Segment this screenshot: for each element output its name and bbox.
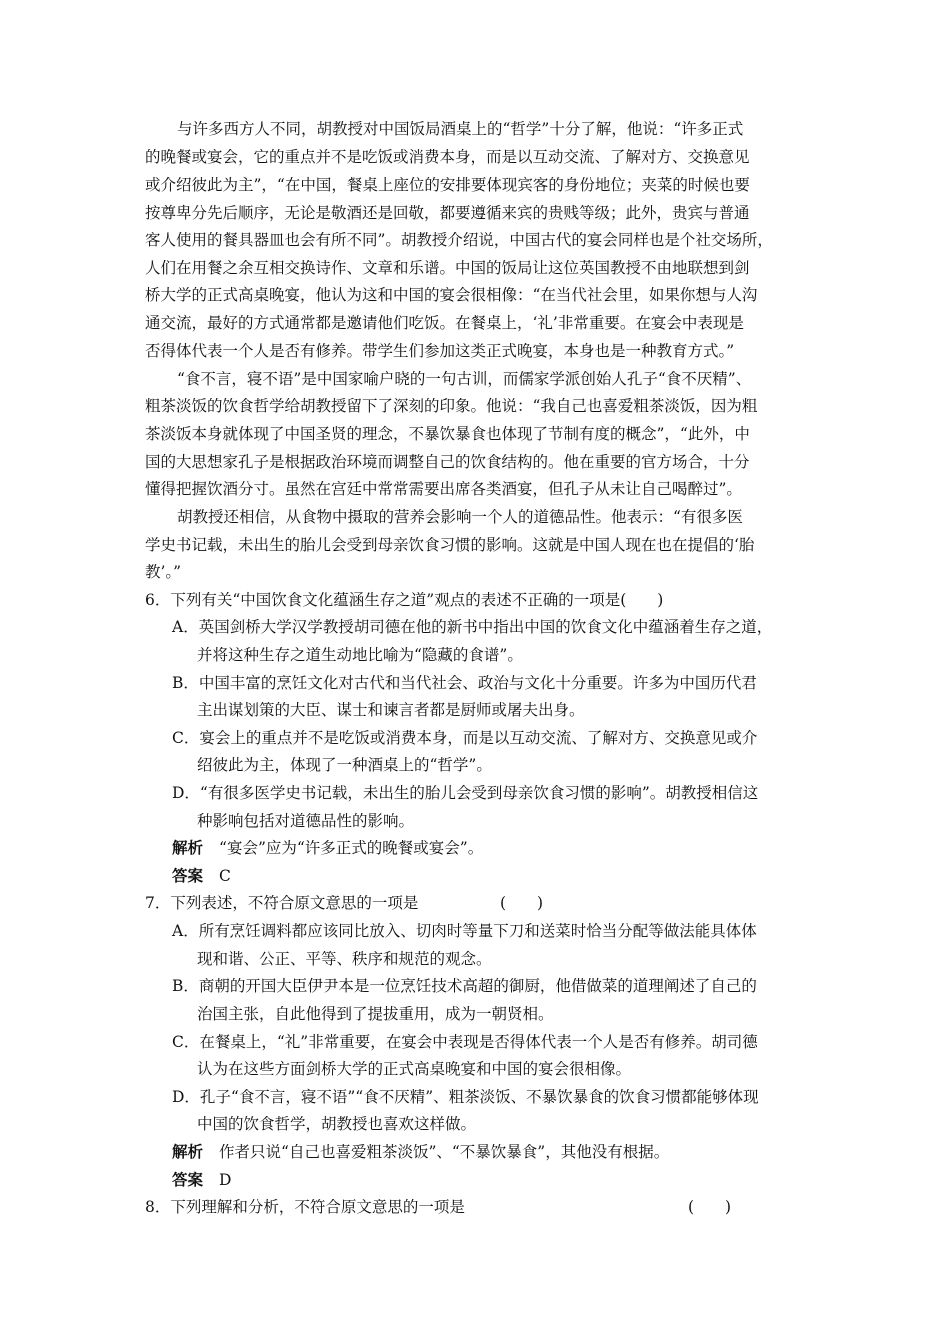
answer-label: 答案 <box>172 1170 204 1189</box>
analysis-label: 解析 <box>172 1142 204 1161</box>
q6-option-c-cont: 绍彼此为主，体现了一种酒桌上的“哲学”。 <box>197 756 492 774</box>
passage-line: 按尊卑分先后顺序，无论是敬酒还是回敬，都要遵循来宾的贵贱等级；此外，贵宾与普通 <box>145 204 750 222</box>
analysis-label: 解析 <box>172 838 204 857</box>
q6-option-c: C．宴会上的重点并不是吃饭或消费本身，而是以互动交流、了解对方、交换意见或介 <box>172 729 758 747</box>
q7-option-c: C．在餐桌上，“礼”非常重要，在宴会中表现是否得体代表一个人是否有修养。胡司德 <box>172 1033 758 1051</box>
q7-option-b-cont: 治国主张，自此他得到了提拔重用，成为一朝贤相。 <box>197 1005 554 1023</box>
passage-line: 懂得把握饮酒分寸。虽然在宫廷中常常需要出席各类酒宴，但孔子从未让自己喝醉过”。 <box>145 480 742 498</box>
q7-option-a-cont: 现和谐、公正、平等、秩序和规范的观念。 <box>197 950 492 968</box>
answer-label: 答案 <box>172 866 204 885</box>
passage-line: 桥大学的正式高桌晚宴，他认为这和中国的宴会很相像：“在当代社会里，如果你想与人沟 <box>145 286 758 304</box>
passage-line: 通交流，最好的方式通常都是邀请他们吃饭。在餐桌上，‘礼’非常重要。在宴会中表现是 <box>145 314 744 332</box>
q6-option-a-cont: 并将这种生存之道生动地比喻为“隐藏的食谱”。 <box>197 646 523 664</box>
passage-line: 学史书记载，未出生的胎儿会受到母亲饮食习惯的影响。这就是中国人现在也在提倡的‘胎 <box>145 536 755 554</box>
q7-option-d-cont: 中国的饮食哲学，胡教授也喜欢这样做。 <box>197 1115 477 1133</box>
question-8-answer-blank: ( ) <box>688 1198 732 1216</box>
q6-analysis <box>172 837 483 859</box>
passage-line: 人们在用餐之余互相交换诗作、文章和乐谱。中国的饭局让这位英国教授不由地联想到剑 <box>145 259 750 277</box>
question-8-stem: 8．下列理解和分析，不符合原文意思的一项是 <box>145 1198 465 1216</box>
q6-answer <box>172 865 231 887</box>
q6-option-d-cont: 种影响包括对道德品性的影响。 <box>197 812 415 830</box>
passage-line: 粗茶淡饭的饮食哲学给胡教授留下了深刻的印象。他说：“我自己也喜爱粗茶淡饭，因为粗 <box>145 397 758 415</box>
analysis-text: “宴会”应为“许多正式的晚餐或宴会”。 <box>219 839 484 857</box>
passage-line: 胡教授还相信，从食物中摄取的营养会影响一个人的道德品性。他表示：“有很多医 <box>177 508 743 526</box>
question-6-stem: 6．下列有关“中国饮食文化蕴涵生存之道”观点的表述不正确的一项是( ) <box>145 591 664 609</box>
passage-line: 客人使用的餐具器皿也会有所不同”。胡教授介绍说，中国古代的宴会同样也是个社交场所， <box>145 231 773 249</box>
q7-option-c-cont: 认为在这些方面剑桥大学的正式高桌晚宴和中国的宴会很相像。 <box>197 1060 632 1078</box>
q7-analysis <box>172 1141 669 1163</box>
q6-option-a: A．英国剑桥大学汉学教授胡司德在他的新书中指出中国的饮食文化中蕴涵着生存之道， <box>172 618 773 636</box>
q7-answer <box>172 1169 231 1191</box>
passage-line: 否得体代表一个人是否有修养。带学生们参加这类正式晚宴，本身也是一种教育方式。” <box>145 342 735 360</box>
analysis-text: 作者只说“自己也喜爱粗茶淡饭”、“不暴饮暴食”，其他没有根据。 <box>219 1143 670 1161</box>
passage-line: 与许多西方人不同，胡教授对中国饭局酒桌上的“哲学”十分了解，他说：“许多正式 <box>177 120 744 138</box>
q6-option-b: B．中国丰富的烹饪文化对古代和当代社会、政治与文化十分重要。许多为中国历代君 <box>172 674 757 692</box>
passage-line: 或介绍彼此为主”，“在中国，餐桌上座位的安排要体现宾客的身份地位；夹菜的时候也要 <box>145 176 750 194</box>
question-7-stem: 7．下列表述，不符合原文意思的一项是 <box>145 894 419 912</box>
q7-option-a: A．所有烹饪调料都应该同比放入、切肉时等量下刀和送菜时恰当分配等做法能具体体 <box>172 922 757 940</box>
passage-line: 国的大思想家孔子是根据政治环境而调整自己的饮食结构的。他在重要的官方场合，十分 <box>145 453 750 471</box>
q7-option-b: B．商朝的开国大臣伊尹本是一位烹饪技术高超的御厨，他借做菜的道理阐述了自己的 <box>172 977 757 995</box>
q6-option-b-cont: 主出谋划策的大臣、谋士和谏言者都是厨师或屠夫出身。 <box>197 701 585 719</box>
question-7-answer-blank: ( ) <box>500 894 544 912</box>
passage-line: 茶淡饭本身就体现了中国圣贤的理念，不暴饮暴食也体现了节制有度的概念”，“此外，中 <box>145 425 750 443</box>
q6-option-d: D．“有很多医学史书记载，未出生的胎儿会受到母亲饮食习惯的影响”。胡教授相信这 <box>172 784 759 802</box>
passage-line: 教’。” <box>145 563 182 581</box>
passage-line: “食不言，寝不语”是中国家喻户晓的一句古训，而儒家学派创始人孔子“食不厌精”、 <box>177 370 752 388</box>
passage-line: 的晚餐或宴会，它的重点并不是吃饭或消费本身，而是以互动交流、了解对方、交换意见 <box>145 148 750 166</box>
q7-option-d: D．孔子“食不言，寝不语”“食不厌精”、粗茶淡饭、不暴饮暴食的饮食习惯都能够体现 <box>172 1088 759 1106</box>
answer-text: C <box>219 867 231 885</box>
answer-text: D <box>219 1171 232 1189</box>
